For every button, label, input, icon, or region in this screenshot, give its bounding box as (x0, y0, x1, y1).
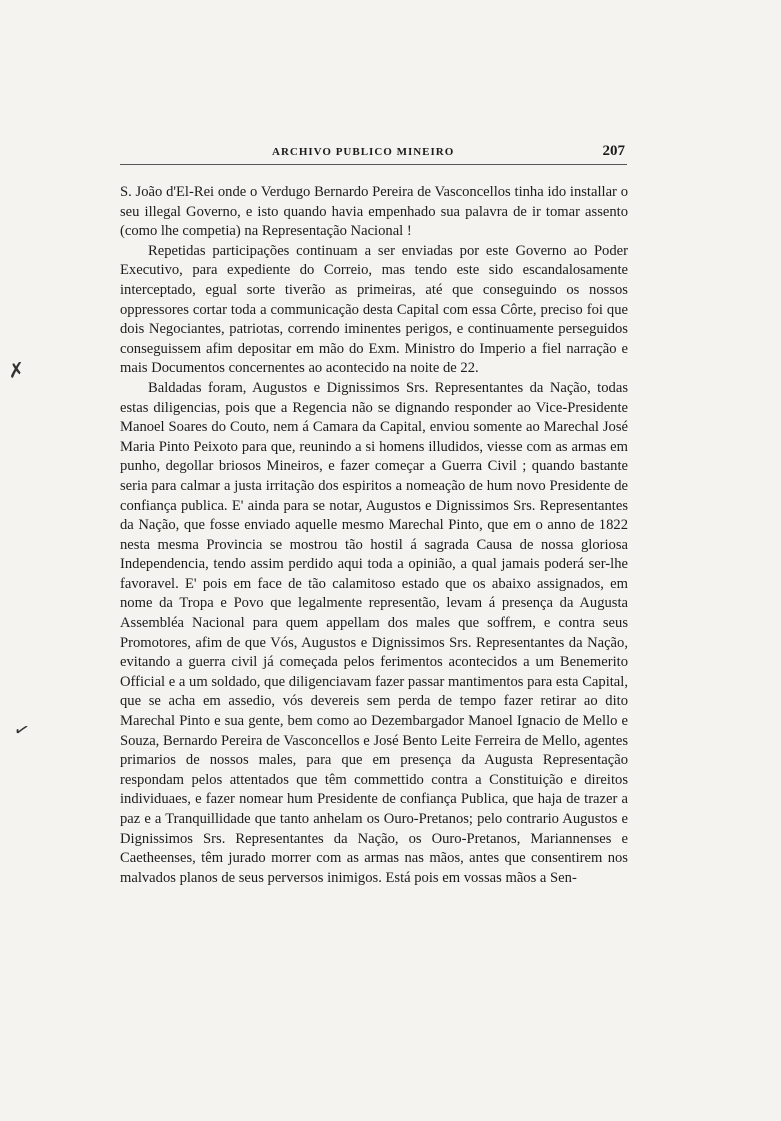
margin-mark-2: ✓ (11, 718, 32, 743)
paragraph-1: S. João d'El-Rei onde o Verdugo Bernardo Pereira de Vasconcellos tinha ido installar o seu illegal Governo, e isto quando havia empenhado sua palavra de ir tomar assento (como lhe competia) na Representação Nacional ! (120, 184, 628, 240)
page-number: 207 (602, 143, 625, 159)
header-rule (120, 164, 627, 165)
paragraph-3: Baldadas foram, Augustos e Dignissimos Srs. Representantes da Nação, todas estas diligencias, pois que a Regencia não se dignando responder ao Vice-Presidente Manoel Soares do Couto, nem á Camara da Capital, enviou somente ao Marechal José Maria Pinto Peixoto para que, reunindo a si homens illudidos, viesse com as armas em punho, degollar briosos Mineiros, e fazer começar a Guerra Civil ; quando bastante seria para calmar a justa irritação dos espiritos a nomeação de hum novo Presidente de confiança publica. E' ainda para se notar, Augustos e Dignissimos Srs. Representantes da Nação, que fosse enviado aquelle mesmo Marechal Pinto, que em o anno de 1822 nesta mesma Provincia se mostrou tão hostil á sagrada Causa de nossa gloriosa Independencia, tendo assim perdido aqui toda a opinião, a qual jamais poderá ser-lhe favoravel. E' pois em face de tão calamitoso estado que os abaixo assignados, em nome da Tropa e Povo que legalmente representão, levam á presença da Augusta Assembléa Nacional para quem appellam dos males que soffrem, e contra seus Promotores, afim de que Vós, Augustos e Dignissimos Srs. Representantes da Nação, evitando a guerra civil já começada pelos ferimentos acontecidos a um Benemerito Official e a um soldado, que diligenciavam fazer passar mantimentos para esta Capital, que se acha em assedio, vós devereis sem perda de tempo fazer retirar ao dito Marechal Pinto e sua gente, bem como ao Dezembargador Manoel Ignacio de Mello e Souza, Bernardo Pereira de Vasconcellos e José Bento Leite Ferreira de Mello, agentes primarios de nossos males, para que em presença da Augusta Representação respondam pelos attentados que têm commettido contra a Constituição e direitos individuaes, e fazer nomear hum Presidente de confiança Publica, que haja de trazer a paz e a Tranquillidade que tanto anhelam os Ouro-Pretanos; pelo contrario Augustos e Dignissimos Srs. Representantes da Nação, os Ouro-Pretanos, Mariannenses e Caetheenses, têm jurado morrer com as armas nas mãos, antes que consentirem nos malvados planos de seus perversos inimigos. Está pois em vossas mãos a Sen- (120, 379, 628, 886)
page-header (120, 143, 627, 165)
body-text (120, 183, 628, 888)
margin-mark-1: ✗ (6, 356, 27, 384)
running-title: ARCHIVO PUBLICO MINEIRO (272, 146, 455, 158)
paragraph-2: Repetidas participações continuam a ser enviadas por este Governo ao Poder Executivo, para expediente do Correio, mas tendo este sido escandalosamente interceptado, egual sorte tiverão as primeiras, até que conseguindo os nossos oppressores cortar toda a communicação desta Capital com essa Côrte, preciso foi que dois Negociantes, patriotas, correndo iminentes perigos, e continuamente perseguidos conseguissem afim depositar em mão do Exm. Ministro do Imperio a fiel narração e mais Documentos concernentes ao acontecido na noite de 22. (120, 242, 628, 377)
